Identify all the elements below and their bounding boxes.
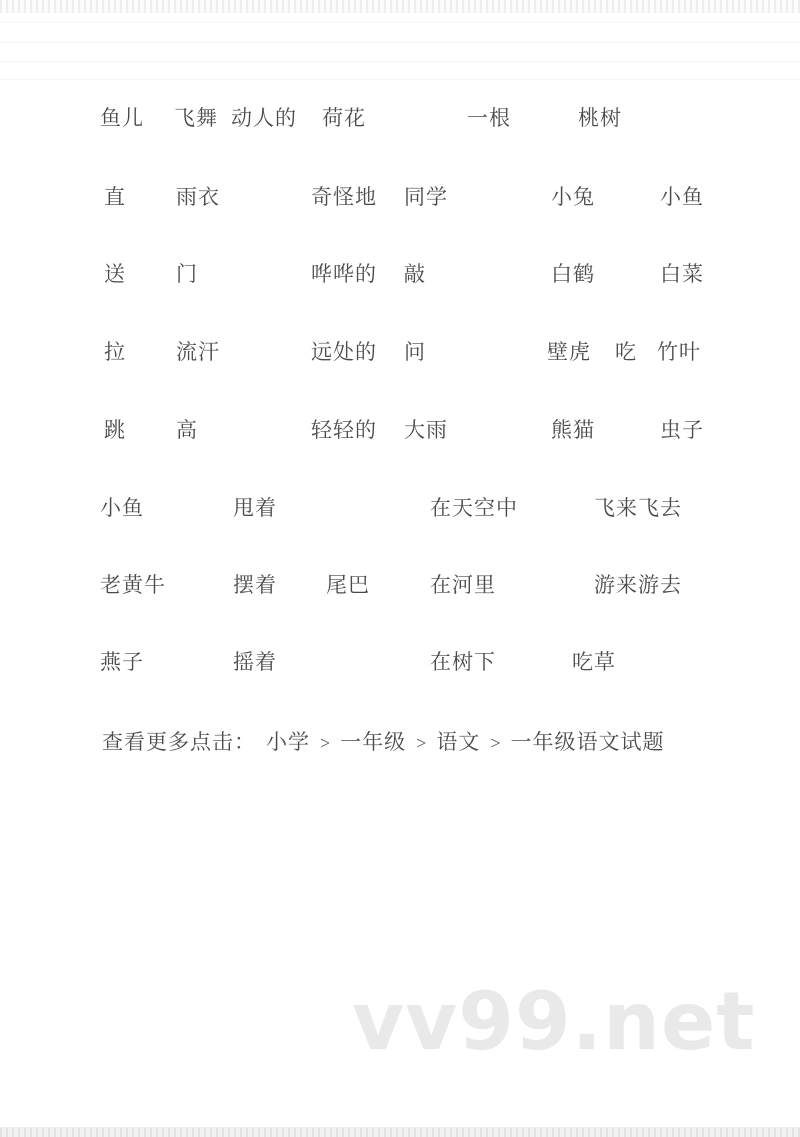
word: 白菜 — [660, 262, 704, 286]
breadcrumb-link-grade-one[interactable]: 一年级 — [340, 730, 407, 754]
word: 桃树 — [578, 106, 622, 130]
word: 吃 — [615, 340, 637, 364]
word: 哗哗的 — [311, 262, 377, 286]
word: 跳 — [104, 418, 126, 442]
word: 飞舞 — [174, 106, 218, 130]
word: 吃草 — [572, 650, 616, 674]
word: 轻轻的 — [311, 418, 377, 442]
word: 一根 — [467, 106, 511, 130]
word: 送 — [104, 262, 126, 286]
scan-hairline — [0, 22, 800, 23]
word: 动人的 — [231, 106, 297, 130]
word: 荷花 — [322, 106, 366, 130]
breadcrumb-link-primary-school[interactable]: 小学 — [266, 730, 310, 754]
word-row — [0, 185, 800, 211]
word: 在天空中 — [430, 496, 518, 520]
word-row — [0, 418, 800, 444]
word: 敲 — [404, 262, 426, 286]
word: 门 — [176, 262, 198, 286]
word: 飞来飞去 — [594, 496, 682, 520]
word-row — [0, 496, 800, 522]
word: 老黄牛 — [100, 573, 166, 597]
page-top-edge-texture — [0, 0, 800, 13]
word: 直 — [104, 185, 126, 209]
word: 同学 — [404, 185, 448, 209]
word: 熊猫 — [551, 418, 595, 442]
word: 雨衣 — [176, 185, 220, 209]
word: 鱼儿 — [100, 106, 144, 130]
word: 虫子 — [660, 418, 704, 442]
word-row — [0, 106, 800, 132]
breadcrumb-link-chinese[interactable]: 语文 — [436, 730, 481, 754]
word: 小兔 — [551, 185, 595, 209]
word: 远处的 — [311, 340, 377, 364]
word: 甩着 — [233, 496, 277, 520]
site-watermark: vv99.net — [352, 975, 756, 1068]
word: 壁虎 — [547, 340, 591, 364]
word: 小鱼 — [100, 496, 144, 520]
breadcrumb-link-grade-one-chinese-tests[interactable]: 一年级语文试题 — [510, 730, 665, 754]
breadcrumb — [102, 729, 664, 756]
word-row — [0, 340, 800, 366]
word: 大雨 — [404, 418, 448, 442]
scan-hairline — [0, 79, 800, 80]
word: 尾巴 — [326, 573, 370, 597]
word: 燕子 — [100, 650, 144, 674]
word-row — [0, 650, 800, 676]
word: 问 — [404, 340, 426, 364]
word: 拉 — [104, 340, 126, 364]
word: 高 — [176, 418, 198, 442]
page-bottom-edge-texture — [0, 1127, 800, 1137]
word: 竹叶 — [657, 340, 701, 364]
word: 摆着 — [233, 573, 277, 597]
breadcrumb-separator-icon: > — [490, 733, 501, 753]
word: 奇怪地 — [311, 185, 377, 209]
word: 流汗 — [176, 340, 220, 364]
word: 白鹤 — [551, 262, 595, 286]
breadcrumb-separator-icon: > — [416, 733, 427, 753]
scan-hairline — [0, 42, 800, 43]
word: 小鱼 — [660, 185, 704, 209]
breadcrumb-label: 查看更多点击： — [102, 730, 256, 754]
scan-hairline — [0, 61, 800, 62]
word: 在河里 — [430, 573, 496, 597]
word: 游来游去 — [594, 573, 682, 597]
word: 摇着 — [233, 650, 277, 674]
word: 在树下 — [430, 650, 496, 674]
breadcrumb-separator-icon: > — [320, 733, 331, 753]
word-row — [0, 573, 800, 599]
word-row — [0, 262, 800, 288]
